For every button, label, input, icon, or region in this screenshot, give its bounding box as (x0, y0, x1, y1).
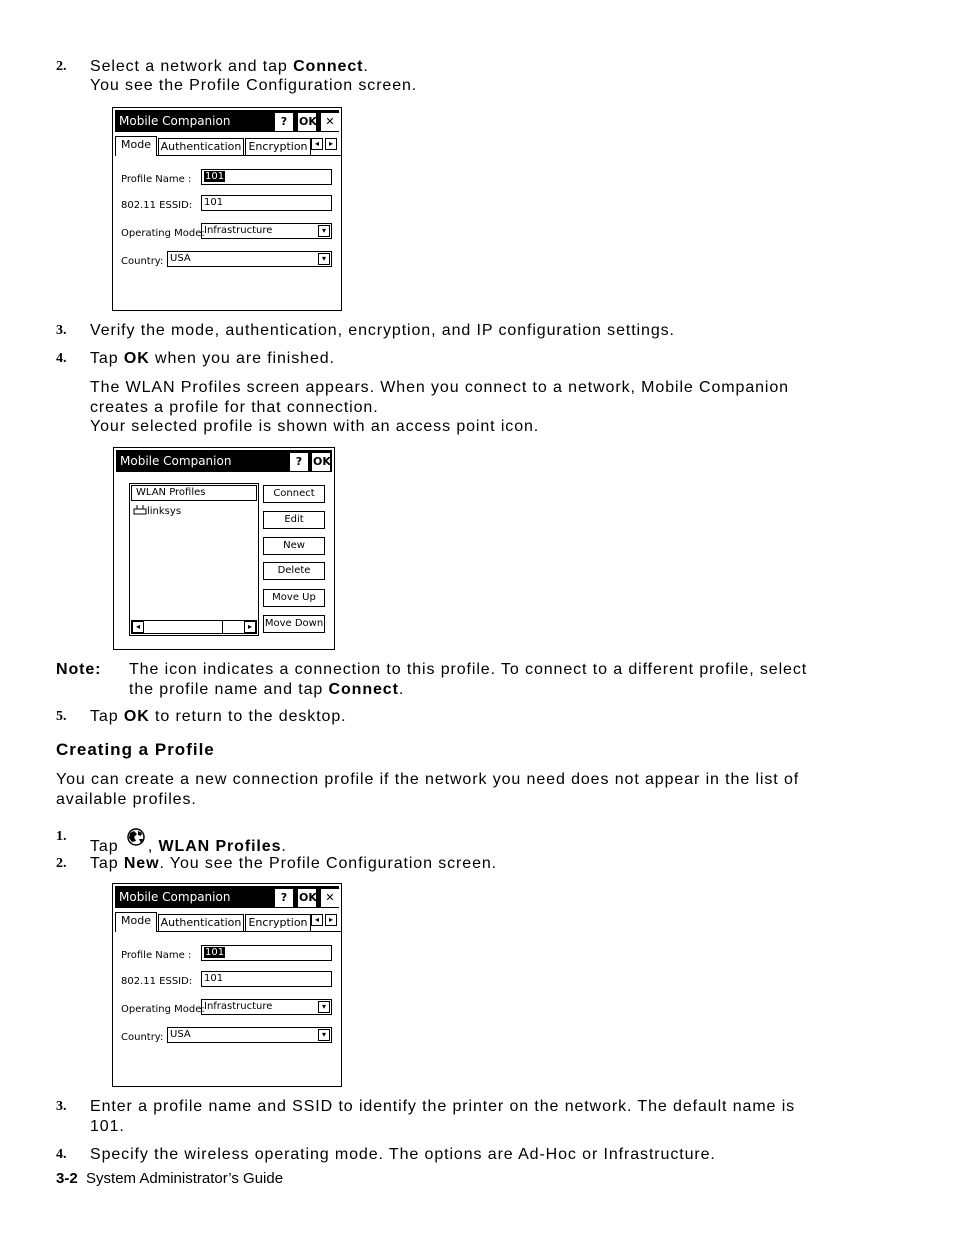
step-number: 3. (56, 1099, 67, 1114)
step-text: Tap New. You see the Profile Configuration screen. (90, 855, 498, 872)
move-up-button[interactable]: Move Up (263, 589, 325, 607)
close-button[interactable]: ✕ (321, 113, 339, 131)
paragraph-line: available profiles. (56, 791, 197, 808)
note-text-line2: the profile name and tap Connect. (129, 681, 405, 698)
essid-label: 802.11 ESSID: (121, 200, 193, 211)
page-number: 3-2 (56, 1170, 78, 1187)
list-header: WLAN Profiles (131, 485, 257, 501)
country-label: Country: (121, 1032, 164, 1043)
access-point-icon (133, 504, 147, 515)
step-text: Tap OK to return to the desktop. (90, 708, 347, 725)
wlan-profiles-dialog (113, 447, 335, 650)
operating-mode-label: Operating Mode: (121, 1004, 205, 1015)
chevron-right-icon[interactable]: ▸ (325, 138, 337, 150)
profile-name-label: Profile Name : (121, 950, 192, 961)
step-text: Verify the mode, authentication, encryption, and IP configuration settings. (90, 322, 675, 339)
help-button[interactable]: ? (275, 889, 293, 907)
step-number: 4. (56, 351, 67, 366)
step-text: Select a network and tap Connect. (90, 58, 369, 75)
operating-mode-select[interactable]: Infrastructure ▾ (201, 223, 332, 239)
profile-name-label: Profile Name : (121, 174, 192, 185)
country-select[interactable]: USA ▾ (167, 251, 332, 267)
step-number: 3. (56, 323, 67, 338)
step-number: 5. (56, 709, 67, 724)
step-number: 1. (56, 829, 67, 844)
profile-config-dialog-2 (112, 883, 342, 1087)
title-bar (116, 450, 332, 472)
ok-button[interactable]: OK (298, 889, 316, 907)
edit-button[interactable]: Edit (263, 511, 325, 529)
paragraph-line: You can create a new connection profile if the network you need does not appear in the list of (56, 771, 800, 788)
dialog-title: Mobile Companion (119, 890, 231, 904)
profile-name-field[interactable]: 101 (201, 945, 332, 961)
operating-mode-select[interactable]: Infrastructure ▾ (201, 999, 332, 1015)
tab-encryption[interactable]: Encryption (245, 914, 311, 932)
dialog-title: Mobile Companion (120, 454, 232, 468)
step-text: Tap , WLAN Profiles. (90, 827, 287, 857)
tab-mode[interactable]: Mode (115, 912, 157, 932)
scroll-left-icon[interactable]: ◂ (132, 621, 144, 633)
list-item[interactable]: linksys (133, 504, 181, 519)
chevron-left-icon[interactable]: ◂ (311, 914, 323, 926)
page-footer (56, 1170, 283, 1188)
chevron-down-icon[interactable]: ▾ (318, 253, 330, 265)
help-button[interactable]: ? (290, 453, 308, 471)
help-button[interactable]: ? (275, 113, 293, 131)
horizontal-scrollbar[interactable] (131, 620, 257, 634)
step-text: Enter a profile name and SSID to identify the printer on the network. The default name is (90, 1098, 796, 1115)
operating-mode-label: Operating Mode: (121, 228, 205, 239)
step-text: Specify the wireless operating mode. The options are Ad-Hoc or Infrastructure. (90, 1146, 716, 1163)
step-number: 2. (56, 59, 67, 74)
essid-field[interactable]: 101 (201, 971, 332, 987)
close-button[interactable]: ✕ (321, 889, 339, 907)
step-number: 2. (56, 856, 67, 871)
step-text-line2: You see the Profile Configuration screen. (90, 77, 418, 94)
globe-network-icon (124, 827, 148, 849)
tab-encryption[interactable]: Encryption (245, 138, 311, 156)
connect-button[interactable]: Connect (263, 485, 325, 503)
tab-authentication[interactable]: Authentication (158, 914, 244, 932)
step-text: Tap OK when you are finished. (90, 350, 335, 367)
tab-divider (157, 155, 341, 156)
tab-divider (157, 931, 341, 932)
chevron-left-icon[interactable]: ◂ (311, 138, 323, 150)
wlan-profiles-list[interactable] (129, 483, 259, 636)
note-text: The icon indicates a connection to this profile. To connect to a different profile, select (129, 661, 808, 678)
tab-authentication[interactable]: Authentication (158, 138, 244, 156)
new-button[interactable]: New (263, 537, 325, 555)
essid-field[interactable]: 101 (201, 195, 332, 211)
title-bar (115, 886, 339, 908)
paragraph-line: The WLAN Profiles screen appears. When you connect to a network, Mobile Companion (90, 379, 789, 396)
country-label: Country: (121, 256, 164, 267)
guide-title: System Administrator’s Guide (86, 1170, 284, 1187)
profile-config-dialog (112, 107, 342, 311)
ok-button[interactable]: OK (312, 453, 330, 471)
scroll-thumb[interactable] (144, 621, 223, 633)
section-heading: Creating a Profile (56, 740, 215, 759)
chevron-right-icon[interactable]: ▸ (325, 914, 337, 926)
paragraph-line: Your selected profile is shown with an access point icon. (90, 418, 540, 435)
dialog-title: Mobile Companion (119, 114, 231, 128)
scroll-right-icon[interactable]: ▸ (244, 621, 256, 633)
chevron-down-icon[interactable]: ▾ (318, 1029, 330, 1041)
profile-name-field[interactable]: 101 (201, 169, 332, 185)
note-label: Note: (56, 661, 102, 678)
paragraph-line: creates a profile for that connection. (90, 399, 379, 416)
tab-mode[interactable]: Mode (115, 136, 157, 156)
chevron-down-icon[interactable]: ▾ (318, 225, 330, 237)
move-down-button[interactable]: Move Down (263, 615, 325, 633)
step-text-line2: 101. (90, 1118, 125, 1135)
chevron-down-icon[interactable]: ▾ (318, 1001, 330, 1013)
title-bar (115, 110, 339, 132)
essid-label: 802.11 ESSID: (121, 976, 193, 987)
country-select[interactable]: USA ▾ (167, 1027, 332, 1043)
step-number: 4. (56, 1147, 67, 1162)
ok-button[interactable]: OK (298, 113, 316, 131)
delete-button[interactable]: Delete (263, 562, 325, 580)
